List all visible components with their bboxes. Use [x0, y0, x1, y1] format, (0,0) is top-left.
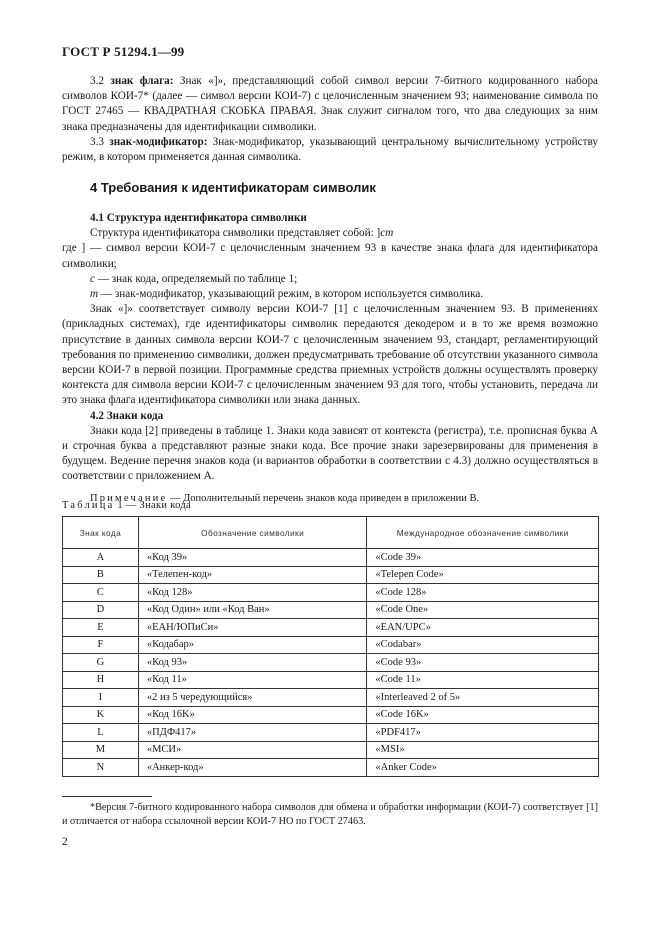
cell-international-name: «Code 39»: [367, 549, 599, 567]
table-row: [63, 706, 599, 724]
cell-international-name: «Code One»: [367, 601, 599, 619]
cell-code-char: L: [63, 724, 139, 742]
footnote: *Версия 7-битного кодированного набора символов для обмена и обработки информации (КОИ-7) соответствует [1] и отличается от набора ссылочной версии КОИ-7 НО по ГОСТ 27463.: [62, 802, 598, 827]
subsection-4-1-title: 4.1 Структура идентификатора символики: [90, 212, 307, 224]
cell-code-char: D: [63, 601, 139, 619]
cell-symbology-name: «Код 39»: [138, 549, 367, 567]
cell-symbology-name: «Телепен-код»: [138, 566, 367, 584]
table-row: [63, 724, 599, 742]
table-row: [63, 566, 599, 584]
term-flag-char: знак флага:: [110, 75, 174, 87]
cell-symbology-name: «МСИ»: [138, 741, 367, 759]
table-row: [63, 689, 599, 707]
page-number: 2: [62, 836, 68, 848]
cell-international-name: «Interleaved 2 of 5»: [367, 689, 599, 707]
where-paragraph: где ] — символ версии КОИ-7 с целочисленным значением 93 в качестве знака флага для идентификатора символики;: [62, 242, 598, 270]
header-symbology-name: Обозначение символики: [138, 517, 367, 549]
note-paragraph: Примечание — Дополнительный перечень знаков кода приведен в приложении В.: [90, 492, 480, 504]
cell-international-name: «Code 16K»: [367, 706, 599, 724]
code-char-paragraph: c — знак кода, определяемый по таблице 1;: [90, 272, 298, 285]
cell-code-char: B: [63, 566, 139, 584]
clause-3-2: 3.2 знак флага: Знак «]», представляющий собой символ версии 7-битного кодированного набора символов КОИ-7* (далее — символ версии КОИ-7) с целочисленным значением 93; наименование символа по ГОСТ 27465 — КВАДРАТНАЯ СКОБКА ПРАВАЯ. Знак служит сигналом того, что два следующих за ним знака предназначены для идентификации символики.: [62, 75, 599, 133]
cell-international-name: «EAN/UPC»: [367, 619, 599, 637]
cell-code-char: C: [63, 584, 139, 602]
cell-code-char: I: [63, 689, 139, 707]
cell-code-char: H: [63, 671, 139, 689]
modifier-paragraph: m — знак-модификатор, указывающий режим, в котором используется символика.: [90, 288, 484, 301]
cell-international-name: «Code 128»: [367, 584, 599, 602]
cell-symbology-name: «Код Один» или «Код Ван»: [138, 601, 367, 619]
cell-international-name: «PDF417»: [367, 724, 599, 742]
structure-paragraph: Структура идентификатора символики представляет собой: ]cm: [90, 227, 394, 240]
flag-usage-paragraph: Знак «]» соответствует символу версии КОИ-7 [1] с целочисленным значением 93. В применениях (прикладных системах), где идентификаторы символик передаются декодером и в то же время возможно присутствие в данных символа версии КОИ-7 с целочисленным значением 93, стандарт, регламентирующий требования по применению символики, должен предусматривать требование об отсутствии указанного символа версии КОИ-7 в первой позиции. Программные средства приемных устройств должны осуществлять проверку контекста для символа версии КОИ-7 с целочисленным значением 93 для того, чтобы установить, передача ли это знака флага идентификатора символики или знака данных.: [62, 303, 598, 407]
cell-code-char: M: [63, 741, 139, 759]
table-row: [63, 601, 599, 619]
cell-code-char: A: [63, 549, 139, 567]
cell-symbology-name: «Кодабар»: [138, 636, 367, 654]
document-code: ГОСТ Р 51294.1—99: [62, 44, 185, 59]
cell-symbology-name: «Код 11»: [138, 671, 367, 689]
header-international-name: Международное обозначение символики: [367, 517, 599, 549]
table-row: [63, 671, 599, 689]
subsection-4-2-title: 4.2 Знаки кода: [90, 409, 164, 422]
table-row: [63, 636, 599, 654]
table-row: [63, 619, 599, 637]
section-4-body: [62, 211, 598, 506]
clause-3-3: 3.3 знак-модификатор: Знак-модификатор, указывающий центральному вычислительному устройству режим, в котором применяется данная символика.: [62, 135, 599, 164]
cell-international-name: «Code 93»: [367, 654, 599, 672]
cell-code-char: F: [63, 636, 139, 654]
cell-symbology-name: «2 из 5 чередующийся»: [138, 689, 367, 707]
table-row: [63, 549, 599, 567]
table-row: [63, 759, 599, 777]
header-code-char: Знак кода: [63, 517, 139, 549]
footnote-rule: [62, 796, 152, 797]
cell-code-char: E: [63, 619, 139, 637]
cell-symbology-name: «Код 128»: [138, 584, 367, 602]
table-header-row: [63, 517, 599, 549]
section-3-definitions: [62, 74, 598, 165]
code-chars-paragraph: Знаки кода [2] приведены в таблице 1. Знаки кода зависят от контекста (регистра), т.е. прописная буква А и строчная буква а представляют разные знаки кода. Все прочие знаки зарезервированы для применения в будущем. Ведение перечня знаков кода (и вариантов обработки в соответствии с 4.3) должно осуществляться в соответствии с приложением А.: [62, 424, 598, 483]
cell-symbology-name: «Код 93»: [138, 654, 367, 672]
cell-symbology-name: «Анкер-код»: [138, 759, 367, 777]
section-4-title: 4 Требования к идентификаторам символик: [90, 180, 376, 195]
cell-symbology-name: «ПДФ417»: [138, 724, 367, 742]
cell-international-name: «Telepen Code»: [367, 566, 599, 584]
cell-symbology-name: «ЕАН/ЮПиСи»: [138, 619, 367, 637]
cell-symbology-name: «Код 16K»: [138, 706, 367, 724]
table-caption: Таблица 1 — Знаки кода: [62, 500, 191, 511]
cell-code-char: K: [63, 706, 139, 724]
cell-international-name: «Anker Code»: [367, 759, 599, 777]
cell-international-name: «MSI»: [367, 741, 599, 759]
table-row: [63, 654, 599, 672]
table-row: [63, 584, 599, 602]
cell-code-char: N: [63, 759, 139, 777]
term-modifier-char: знак-модификатор:: [109, 135, 208, 148]
table-row: [63, 741, 599, 759]
cell-international-name: «Code 11»: [367, 671, 599, 689]
code-chars-table: [62, 516, 599, 777]
cell-code-char: G: [63, 654, 139, 672]
cell-international-name: «Codabar»: [367, 636, 599, 654]
